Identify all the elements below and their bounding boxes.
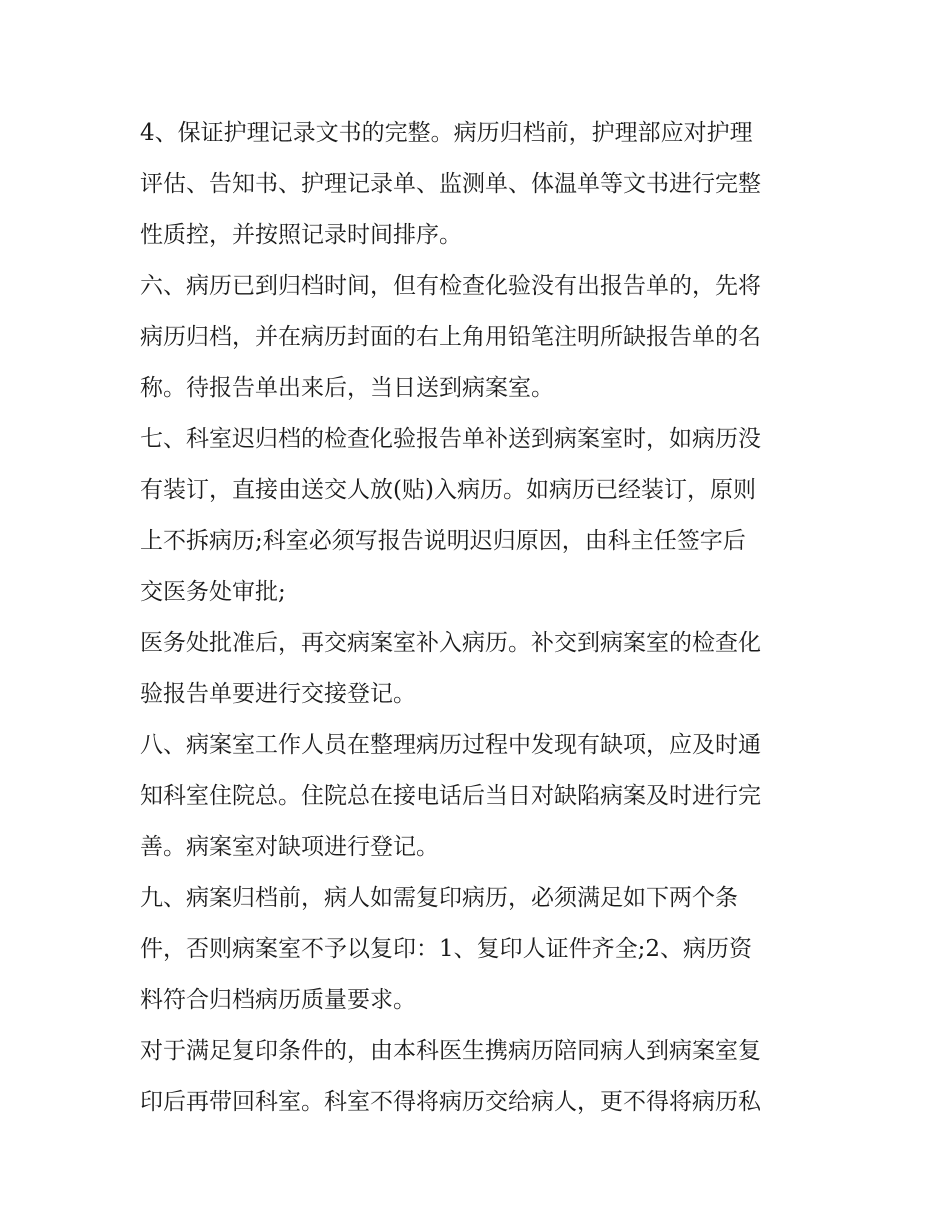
paragraph-7-continued bbox=[140, 618, 820, 720]
paragraph-9 bbox=[140, 873, 820, 1026]
text-line: 交医务处审批; bbox=[140, 579, 286, 605]
text-line: 称。待报告单出来后，当日送到病案室。 bbox=[140, 375, 554, 401]
paragraph-8 bbox=[140, 720, 820, 873]
text-line: 上不拆病历;科室必须写报告说明迟归原因，由科主任签字后 bbox=[140, 528, 746, 554]
text-line: 评估、告知书、护理记录单、监测单、体温单等文书进行完整 bbox=[140, 171, 761, 197]
text-line: 件，否则病案室不予以复印：1、复印人证件齐全;2、病历资 bbox=[140, 936, 753, 962]
text-line: 九、病案归档前，病人如需复印病历，必须满足如下两个条 bbox=[140, 885, 738, 911]
paragraph-7 bbox=[140, 414, 820, 618]
text-line: 性质控，并按照记录时间排序。 bbox=[140, 222, 462, 248]
text-line: 印后再带回科室。科室不得将病历交给病人，更不得将病历私 bbox=[140, 1089, 761, 1115]
text-line: 医务处批准后，再交病案室补入病历。补交到病案室的检查化 bbox=[140, 630, 761, 656]
text-line: 料符合归档病历质量要求。 bbox=[140, 987, 416, 1013]
paragraph-6 bbox=[140, 261, 820, 414]
text-line: 对于满足复印条件的，由本科医生携病历陪同病人到病案室复 bbox=[140, 1038, 761, 1064]
text-line: 病历归档，并在病历封面的右上角用铅笔注明所缺报告单的名 bbox=[140, 324, 761, 350]
text-line: 六、病历已到归档时间，但有检查化验没有出报告单的，先将 bbox=[140, 273, 761, 299]
text-line: 4、保证护理记录文书的完整。病历归档前，护理部应对护理 bbox=[140, 120, 753, 146]
document-body bbox=[140, 108, 820, 1128]
text-line: 七、科室迟归档的检查化验报告单补送到病案室时，如病历没 bbox=[140, 426, 761, 452]
text-line: 八、病案室工作人员在整理病历过程中发现有缺项，应及时通 bbox=[140, 732, 761, 758]
paragraph-4 bbox=[140, 108, 820, 261]
text-line: 知科室住院总。住院总在接电话后当日对缺陷病案及时进行完 bbox=[140, 783, 761, 809]
paragraph-9-continued bbox=[140, 1026, 820, 1128]
text-line: 善。病案室对缺项进行登记。 bbox=[140, 834, 439, 860]
text-line: 验报告单要进行交接登记。 bbox=[140, 681, 416, 707]
text-line: 有装订，直接由送交人放(贴)入病历。如病历已经装订，原则 bbox=[140, 477, 756, 503]
